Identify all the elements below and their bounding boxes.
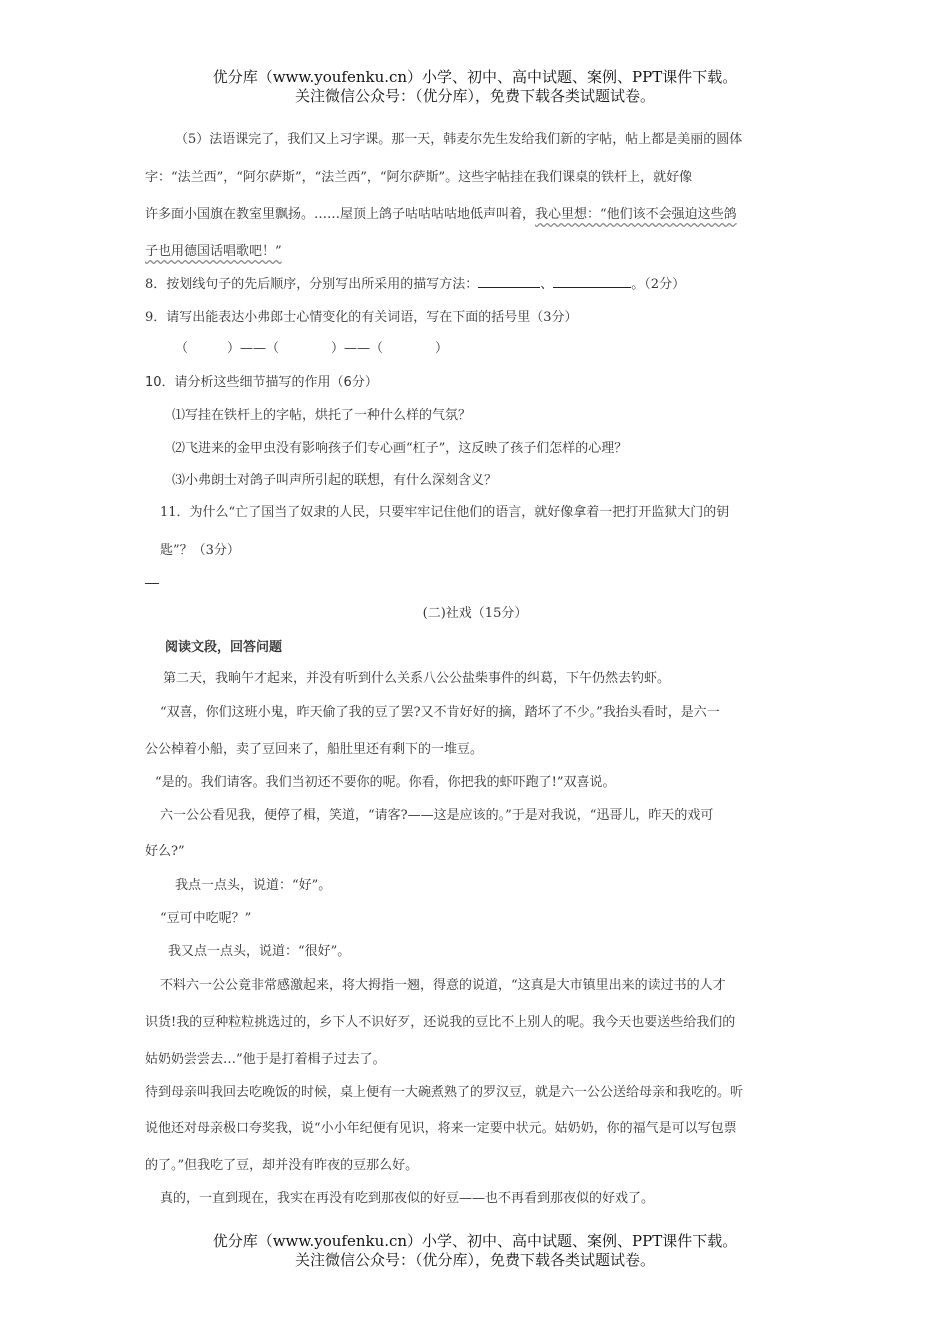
passage1-line-3b-underlined: 我心里想：“他们该不会强迫这些鸽 (535, 207, 737, 222)
passage1-line-3a: 许多面小国旗在教室里飘扬。……屋顶上鸽子咕咕咕咕地低声叫着， (145, 207, 536, 222)
footer-line-1: 优分库（www.youfenku.cn）小学、初中、高中试题、案例、PPT课件下载。 (212, 1232, 738, 1250)
passage2-line-2: “双喜，你们这班小鬼，昨天偷了我的豆了罢?又不肯好好的摘，踏坏了不少。”我抬头看时，是六一 (160, 705, 720, 720)
answer-blank-8b[interactable] (553, 274, 631, 288)
passage1-line-3 (145, 203, 737, 222)
passage2-line-9: 我又点一点头，说道：“很好”。 (168, 944, 351, 959)
passage1-line-4-underlined: 子也用德国话唱歌吧！” (145, 244, 282, 259)
question-10: 10．请分析这些细节描写的作用（6分） (145, 375, 378, 390)
answer-blank-8a[interactable] (478, 274, 540, 288)
divider-dash (145, 583, 159, 584)
question-10-3: ⑶小弗朗士对鸽子叫声所引起的联想，有什么深刻含义？ (172, 473, 498, 488)
passage2-line-13: 待到母亲叫我回去吃晚饭的时候，桌上便有一大碗煮熟了的罗汉豆，就是六一公公送给母亲和我吃的。听 (145, 1085, 744, 1100)
header-line-2: 关注微信公众号：（优分库），免费下载各类试题试卷。 (294, 87, 655, 105)
passage2-line-7: 我点一点头，说道：“好”。 (175, 878, 332, 893)
passage1-line-2: 字：“法兰西”，“阿尔萨斯”，“法兰西”，“阿尔萨斯”。这些字帖挂在我们课桌的铁杆上，就好像 (145, 170, 693, 185)
header-line-1: 优分库（www.youfenku.cn）小学、初中、高中试题、案例、PPT课件下载。 (212, 68, 738, 86)
question-9: 9．请写出能表达小弗郎士心情变化的有关词语，写在下面的括号里（3分） (145, 310, 578, 325)
section-2-instruction: 阅读文段，回答问题 (165, 640, 283, 655)
passage2-line-5: 六一公公看见我，便停了楫，笑道，“请客?——这是应该的。”于是对我说，“迅哥儿，昨天的戏可 (160, 808, 714, 823)
question-11-line-1: 11．为什么“亡了国当了奴隶的人民，只要牢牢记住他们的语言，就好像拿着一把打开监狱大门的钥 (160, 505, 730, 520)
passage2-line-4: “是的。我们请客。我们当初还不要你的呢。你看，你把我的虾吓跑了!”双喜说。 (155, 775, 616, 790)
section-2-title: (二)社戏（15分） (422, 606, 528, 621)
passage2-line-15: 的了。”但我吃了豆，却并没有昨夜的豆那么好。 (145, 1158, 419, 1173)
footer-line-2: 关注微信公众号：（优分库），免费下载各类试题试卷。 (294, 1251, 655, 1269)
passage2-line-11: 识货!我的豆种粒粒挑选过的，乡下人不识好歹，还说我的豆比不上别人的呢。我今天也要送些给我们的 (145, 1015, 736, 1030)
passage2-line-14: 说他还对母亲极口夸奖我，说“小小年纪便有见识，将来一定要中状元。姑奶奶，你的福气是可以写包票 (145, 1121, 737, 1136)
question-11-line-2: 匙”？（3分） (160, 543, 240, 558)
question-10-2: ⑵飞进来的金甲虫没有影响孩子们专心画“杠子”，这反映了孩子们怎样的心理？ (172, 441, 628, 456)
passage1-line-1: （5）法语课完了，我们又上习字课。那一天，韩麦尔先生发给我们新的字帖，帖上都是美丽的圆体 (175, 132, 743, 147)
question-8-separator: 、 (540, 277, 554, 292)
question-10-1: ⑴写挂在铁杆上的字帖，烘托了一种什么样的气氛？ (172, 408, 472, 423)
question-8-score: 。（2分） (631, 277, 686, 292)
passage2-line-3: 公公棹着小船，卖了豆回来了，船肚里还有剩下的一堆豆。 (145, 742, 484, 757)
question-8-text: 8．按划线句子的先后顺序，分别写出所采用的描写方法： (145, 277, 479, 292)
passage2-line-1: 第二天，我晌午才起来，并没有听到什么关系八公公盐柴事件的纠葛，下午仍然去钓虾。 (163, 671, 671, 686)
passage2-line-10: 不料六一公公竟非常感激起来，将大拇指一翘，得意的说道，“这真是大市镇里出来的读过书的人才 (160, 978, 726, 993)
passage2-line-8: “豆可中吃呢？” (160, 911, 252, 926)
question-8 (145, 273, 685, 292)
passage2-line-16: 真的，一直到现在，我实在再没有吃到那夜似的好豆——也不再看到那夜似的好戏了。 (160, 1191, 655, 1206)
passage2-line-12: 姑奶奶尝尝去…”他于是打着楫子过去了。 (145, 1052, 386, 1067)
passage2-line-6: 好么?” (145, 844, 185, 859)
question-9-blanks[interactable]: （ ）——（ ）——（ ） (175, 341, 449, 356)
